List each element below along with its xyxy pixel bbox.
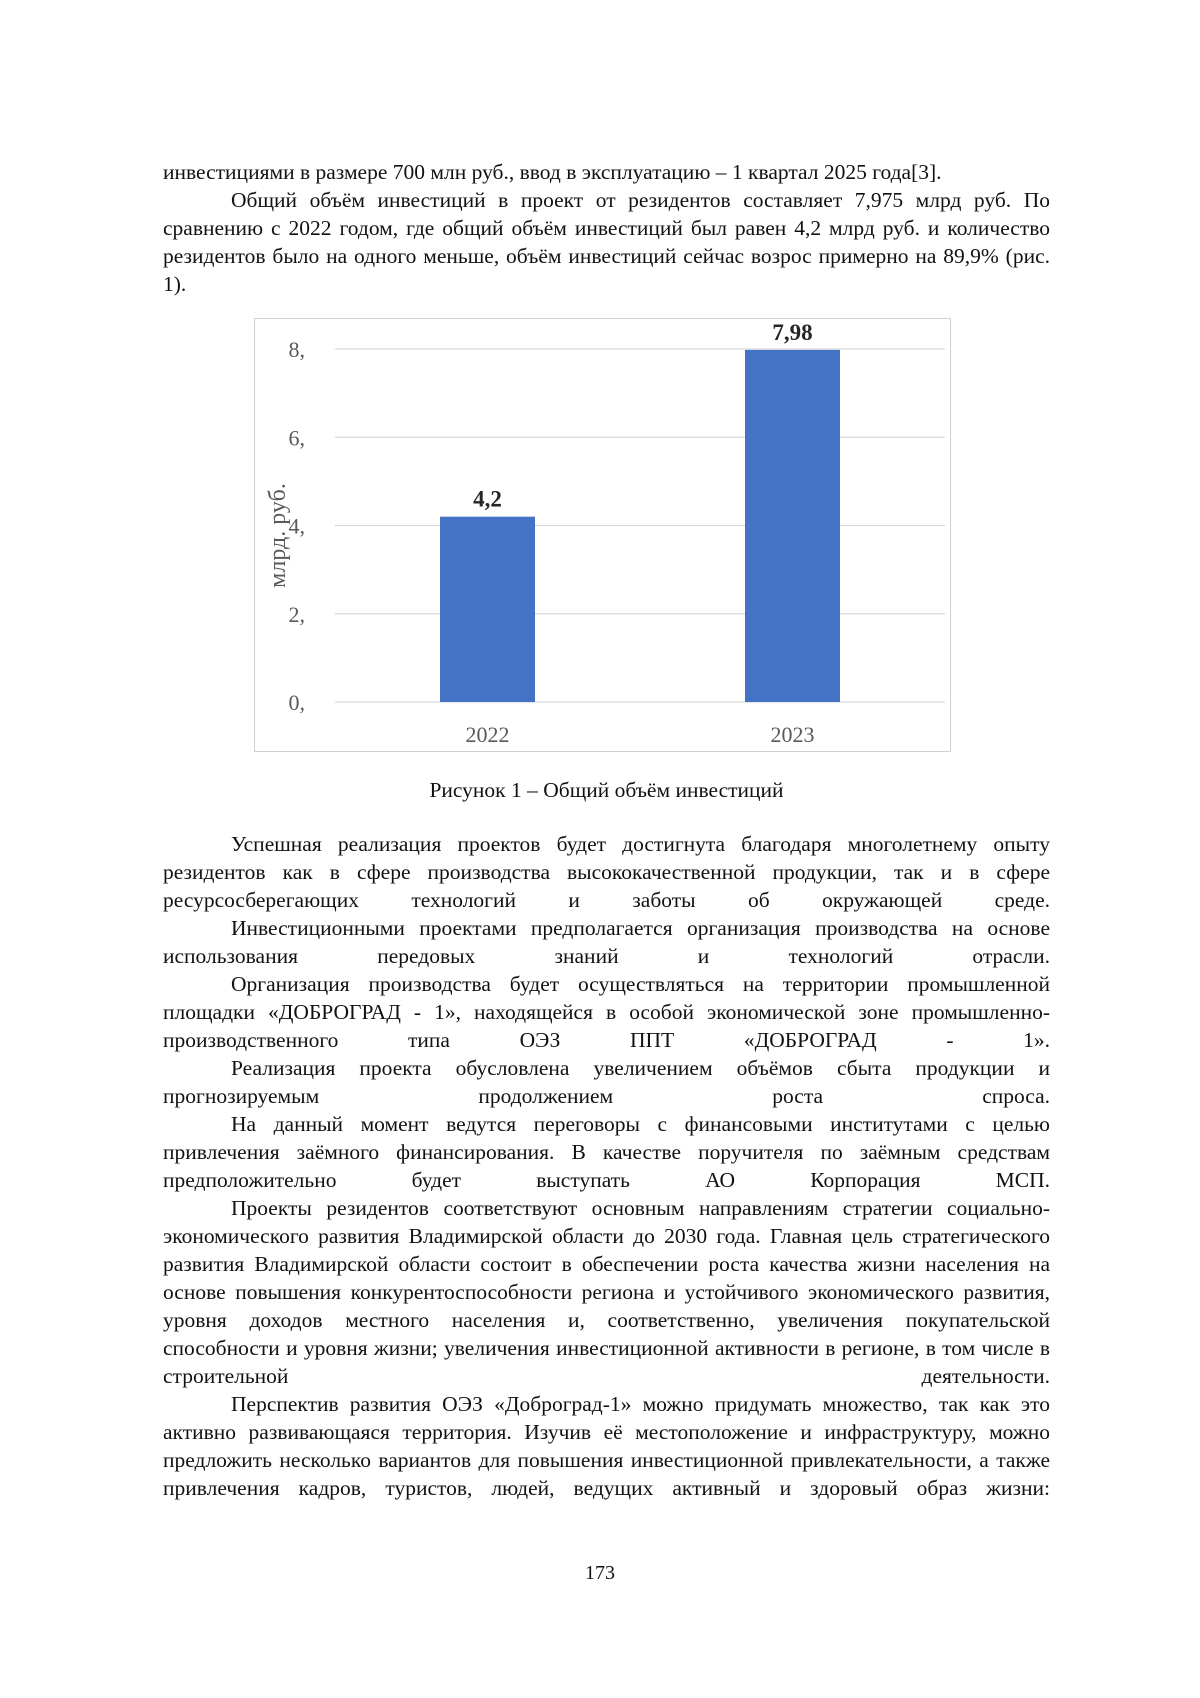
y-tick-label: 8, [288,337,305,362]
paragraph: Успешная реализация проектов будет достигнута благодаря многолетнему опыту резидентов как в сфере производства высококачественной продукции, так и в сфере ресурсосберегающих технологий и заботы об окружающей среде. [163,832,1050,912]
x-tick-label: 2022 [465,722,510,747]
page-number: 173 [585,1562,615,1584]
data-label: 4,2 [473,486,502,512]
y-tick-label: 6, [288,425,305,451]
paragraph: Проекты резидентов соответствуют основным направлениям стратегии социально-экономического развития Владимирской области до 2030 года. Главная цель стратегического развития Владимирской области состоит в обеспечении роста качества жизни населения на основе повышения конкурентоспособности региона и устойчивого экономического развития, уровня доходов местного населения и, соответственно, увеличения покупательской способности и уровня жизни; увеличения инвестиционной активности в регионе, в том числе в строительной деятельности. [163,1196,1050,1388]
page-content [163,158,1050,1502]
text-block-bottom [163,830,1050,1502]
investment-chart [254,318,951,752]
paragraph: Общий объём инвестиций в проект от резидентов составляет 7,975 млрд руб. По сравнению с 2022 годом, где общий объём инвестиций был равен 4,2 млрд руб. и количество резидентов было на одного меньше, объём инвестиций сейчас возрос примерно на 89,9% (рис. 1). [163,188,1050,296]
chart-canvas [255,319,950,751]
paragraph: Реализация проекта обусловлена увеличением объёмов сбыта продукции и прогнозируемым продолжением роста спроса. [163,1056,1050,1108]
y-tick-label: 2, [288,601,305,627]
y-axis-label: млрд. руб. [265,483,291,588]
paragraph: На данный момент ведутся переговоры с финансовыми институтами с целью привлечения заёмного финансирования. В качестве поручителя по заёмным средствам предположительно будет выступать АО Корпорация МСП. [163,1112,1050,1192]
data-label: 7,98 [772,319,813,345]
bar [745,350,840,702]
bar [440,517,535,702]
text-block-top [163,158,1050,298]
paragraph: Инвестиционными проектами предполагается организация производства на основе использования передовых знаний и технологий отрасли. [163,916,1050,968]
paragraph: инвестициями в размере 700 млн руб., ввод в эксплуатацию – 1 квартал 2025 года[3]. [163,160,942,184]
y-tick-label: 4, [288,513,305,539]
paragraph: Организация производства будет осуществляться на территории промышленной площадки «ДОБРОГРАД - 1», находящейся в особой экономической зоне промышленно-производственного типа ОЭЗ ППТ «ДОБРОГРАД - 1». [163,972,1050,1052]
figure-caption: Рисунок 1 – Общий объём инвестиций [429,778,784,802]
paragraph: Перспектив развития ОЭЗ «Доброград-1» можно придумать множество, так как это активно развивающаяся территория. Изучив её местоположение и инфраструктуру, можно предложить несколько вариантов для повышения инвестиционной привлекательности, а также привлечения кадров, туристов, людей, ведущих активный и здоровый образ жизни: [163,1392,1050,1500]
x-tick-label: 2023 [770,722,815,747]
y-tick-label: 0, [288,690,305,715]
